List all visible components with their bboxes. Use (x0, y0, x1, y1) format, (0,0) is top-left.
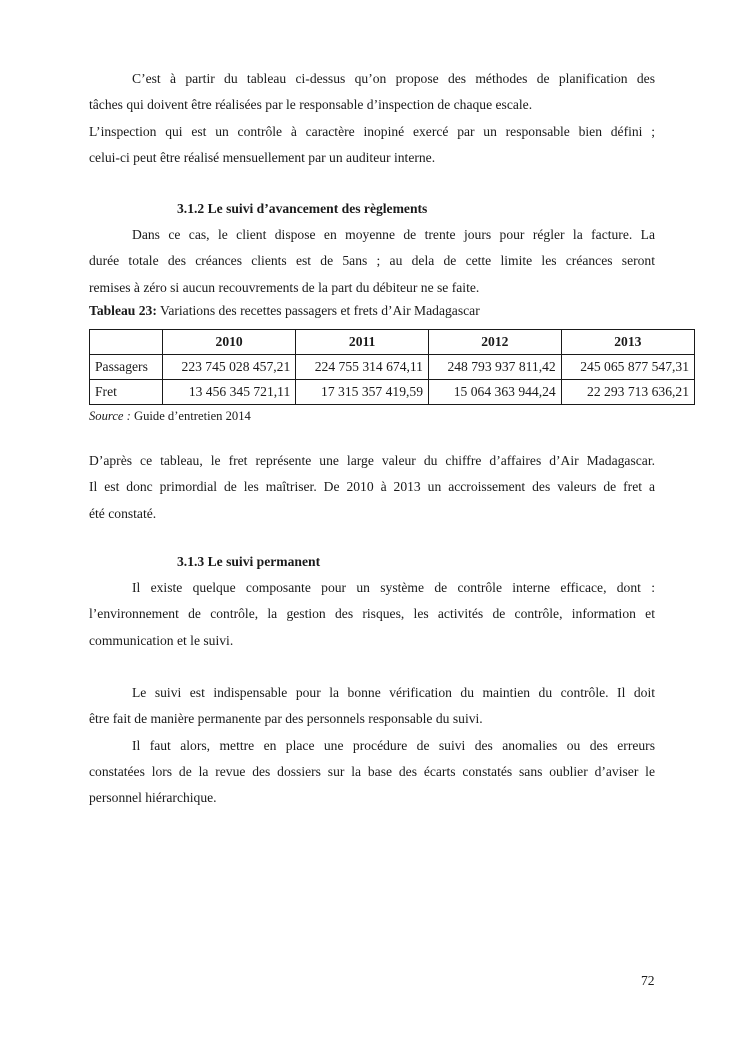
table-cell: 22 293 713 636,21 (561, 380, 694, 405)
row-label: Fret (90, 380, 163, 405)
table-row (90, 355, 695, 380)
table-cell: 223 745 028 457,21 (163, 355, 296, 380)
text-line: communication et le suivi. (89, 632, 234, 648)
table-cell: 224 755 314 674,11 (296, 355, 429, 380)
page-number: 72 (641, 973, 655, 988)
monitoring-paragraph (89, 680, 655, 811)
text-line: D’après ce tableau, le fret représente une large valeur du chiffre d’affaires d’Air Madagascar. (89, 453, 655, 468)
text-line: été constaté. (89, 505, 157, 521)
table-row (90, 380, 695, 405)
table-cell: 13 456 345 721,11 (163, 380, 296, 405)
table-cell: 17 315 357 419,59 (296, 380, 429, 405)
table-source (89, 409, 251, 424)
table-header-row (90, 330, 695, 355)
section-heading-3-1-3: 3.1.3 Le suivi permanent (177, 554, 321, 569)
table-header-cell: 2013 (561, 330, 694, 355)
section-3-1-3-paragraph (89, 575, 655, 654)
table-caption-text: Variations des recettes passagers et frets d’Air Madagascar (156, 303, 480, 318)
table-header-cell: 2010 (163, 330, 296, 355)
table-cell: 245 065 877 547,31 (561, 355, 694, 380)
text-line: C’est à partir du tableau ci-dessus qu’on propose des méthodes de planification des (132, 71, 655, 86)
source-label: Source : (89, 409, 131, 423)
source-text: Guide d’entretien 2014 (130, 409, 251, 423)
text-line: l’environnement de contrôle, la gestion des risques, les activités de contrôle, information et (89, 606, 655, 622)
text-line: Le suivi est indispensable pour la bonne vérification du maintien du contrôle. Il doit (132, 685, 655, 700)
section-heading-3-1-2: 3.1.2 Le suivi d’avancement des règlements (177, 201, 428, 216)
table-cell: 15 064 363 944,24 (428, 380, 561, 405)
table-caption-label: Tableau 23: (89, 303, 157, 318)
text-line: durée totale des créances clients est de 5ans ; au dela de cette limite les créances seront (89, 253, 655, 269)
revenue-table (89, 329, 695, 405)
text-line: L’inspection qui est un contrôle à caractère inopiné exercé par un responsable bien défini ; (89, 123, 655, 139)
row-label: Passagers (90, 355, 163, 380)
table-header-cell (90, 330, 163, 355)
text-line: Il faut alors, mettre en place une procédure de suivi des anomalies ou des erreurs (132, 737, 655, 753)
table-header-cell: 2011 (296, 330, 429, 355)
section-3-1-2-paragraph (89, 222, 655, 301)
text-line: Il est donc primordial de les maîtriser. De 2010 à 2013 un accroissement des valeurs de fret a (89, 479, 655, 495)
text-line: personnel hiérarchique. (89, 790, 217, 806)
table-cell: 248 793 937 811,42 (428, 355, 561, 380)
text-line: remises à zéro si aucun recouvrements de la part du débiteur ne se faite. (89, 279, 480, 295)
table-header-cell: 2012 (428, 330, 561, 355)
intro-paragraph (89, 66, 655, 171)
text-line: Dans ce cas, le client dispose en moyenne de trente jours pour régler la facture. La (132, 227, 655, 242)
table-caption (89, 301, 480, 321)
text-line: être fait de manière permanente par des personnels responsable du suivi. (89, 711, 483, 727)
text-line: celui-ci peut être réalisé mensuellement par un auditeur interne. (89, 149, 436, 165)
text-line: constatées lors de la revue des dossiers sur la base des écarts constatés sans oublier d’aviser le (89, 763, 655, 779)
text-line: Il existe quelque composante pour un système de contrôle interne efficace, dont : (132, 580, 655, 595)
text-line: tâches qui doivent être réalisées par le responsable d’inspection de chaque escale. (89, 97, 533, 113)
analysis-paragraph (89, 448, 655, 527)
